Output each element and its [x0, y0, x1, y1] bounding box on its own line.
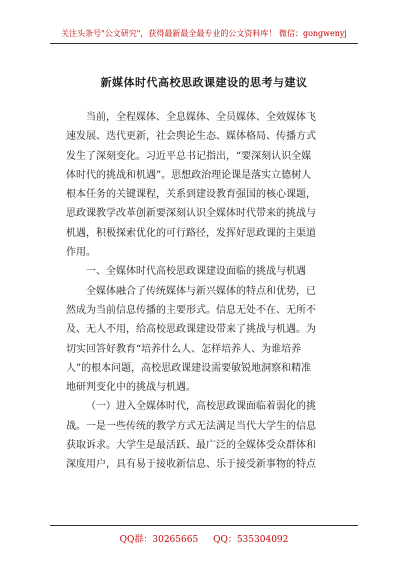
document-title: 新媒体时代高校思政课建设的思考与建议 [100, 76, 308, 89]
paragraph-line: 人”的根本问题，高校思政课建设需要敏锐地洞察和精准 [66, 362, 312, 374]
paragraph-line: 当前，全程媒体、全息媒体、全员媒体、全效媒体飞 [86, 112, 316, 123]
paragraph-line: 战。一是一些传统的教学方式无法满足当代大学生的信息 [66, 420, 316, 432]
header-divider [50, 43, 358, 44]
paragraph-line: 思政课教学改革创新要深刻认识全媒体时代带来的挑战与 [66, 208, 316, 220]
document-body [66, 108, 352, 475]
paragraph-line: 发生了深刻变化。习近平总书记指出，“要深刻认识全媒 [66, 150, 312, 162]
paragraph-line: （一）进入全媒体时代，高校思政课面临着弱化的挑 [86, 401, 316, 413]
paragraph-line: 然成为当前信息传播的主要形式。信息无处不在、无所不 [66, 304, 316, 316]
footer-divider [50, 525, 358, 526]
paragraph-line: 作用。 [66, 247, 96, 259]
header-banner: 关注头条号"公文研究"，获得最新最全最专业的公文资料库！ 微信：gongwenyj [61, 29, 347, 38]
paragraph-line: 地研判变化中的挑战与机遇。 [66, 382, 196, 394]
footer-qq-group: QQ群：30265665 [119, 535, 199, 545]
footer-contact [0, 532, 408, 545]
paragraph-line: 全媒体融合了传统媒体与新兴媒体的特点和优势，已 [86, 285, 316, 297]
paragraph-line: 切实回答好教育“培养什么人、怎样培养人、为谁培养 [66, 343, 302, 355]
footer-qq: QQ：535304092 [213, 535, 289, 545]
section-heading: 一、全媒体时代高校思政课建设面临的挑战与机遇 [86, 266, 306, 278]
paragraph-line: 根本任务的关键课程，关系到建设教育强国的核心课题， [66, 189, 316, 201]
paragraph-line: 及、无人不用，给高校思政课建设带来了挑战与机遇。为 [66, 324, 316, 336]
paragraph-line: 机遇，积极探索优化的可行路径，发挥好思政课的主渠道 [66, 227, 316, 239]
paragraph-line: 速发展、迭代更新，社会舆论生态、媒体格局、传播方式 [66, 131, 316, 143]
paragraph-line: 体时代的挑战和机遇”。思想政治理论课是落实立德树人 [66, 169, 312, 181]
paragraph-line: 深度用户，具有易于接收新信息、乐于接受新事物的特点 [66, 459, 316, 471]
paragraph-line: 获取诉求。大学生是最活跃、最广泛的全媒体受众群体和 [66, 440, 316, 452]
